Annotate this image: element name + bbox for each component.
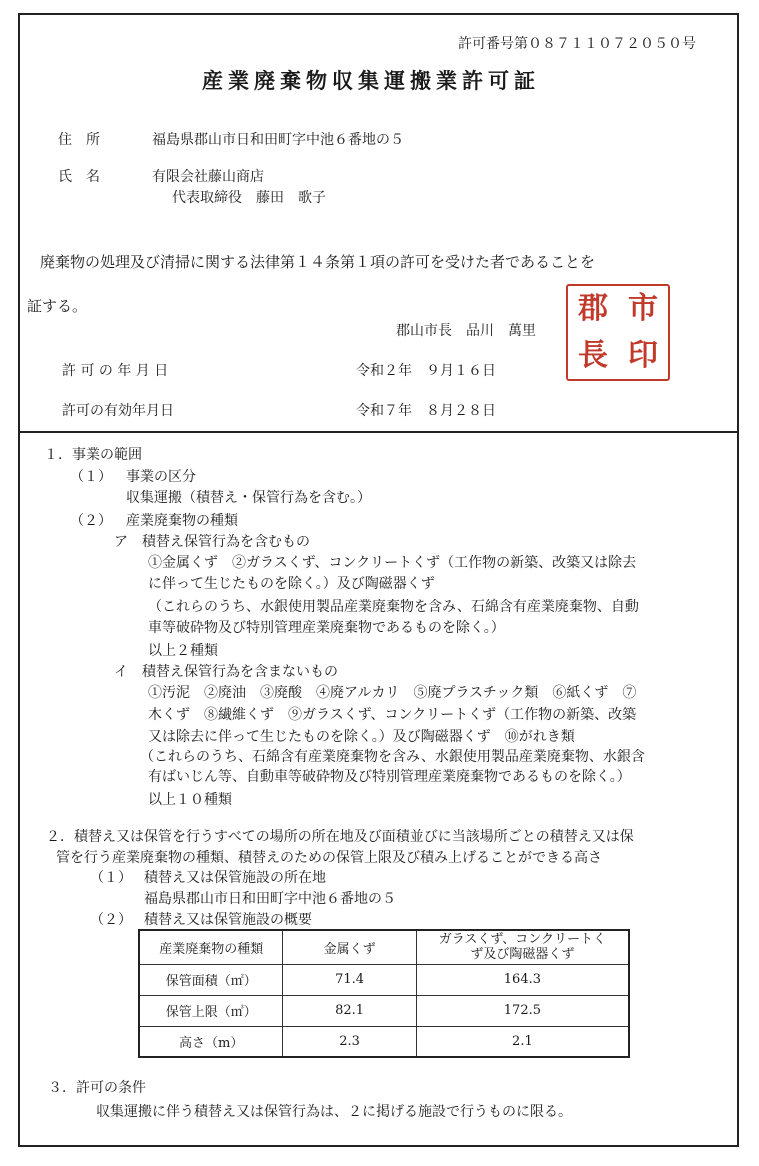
- cell-value: 172.5: [416, 995, 629, 1026]
- header-line: ず及び陶磁器くず: [470, 947, 575, 963]
- section-1-title: １．事業の範囲: [44, 447, 142, 463]
- company-name: 有限会社藤山商店: [152, 169, 264, 185]
- s2-2-title: 積替え又は保管施設の概要: [144, 912, 312, 928]
- facility-overview-table: [138, 929, 630, 1058]
- certification-line-1: 廃棄物の処理及び清掃に関する法律第１４条第１項の許可を受けた者であることを: [40, 253, 596, 271]
- valid-date-label: 許可の有効年月日: [62, 403, 174, 419]
- permit-number: 許可番号第０８７１１０７２０５０号: [458, 36, 696, 52]
- category-i-line: 木くず ⑧繊維くず ⑨ガラスくず、コンクリートくず（工作物の新築、改築: [148, 707, 637, 723]
- section-2-line-2: 管を行う産業廃棄物の種類、積替えのための保管上限及び積み上げることができる高さ: [56, 850, 602, 866]
- category-a-line: （これらのうち、水銀使用製品産業廃棄物を含み、石綿含有産業廃棄物、自動: [148, 599, 639, 615]
- s1-1-label: （１）: [70, 469, 112, 485]
- s2-1-title: 積替え又は保管施設の所在地: [144, 870, 326, 886]
- category-i-line: ①汚泥 ②廃油 ③廃酸 ④廃アルカリ ⑤廃プラスチック類 ⑥紙くず ⑦: [148, 685, 637, 701]
- header-line: ガラスくず、コンクリートく: [438, 932, 607, 948]
- table-header: [416, 930, 629, 964]
- category-a-title: ア 積替え保管行為を含むもの: [114, 534, 310, 550]
- section-3-text: 収集運搬に伴う積替え又は保管行為は、２に掲げる施設で行うものに限る。: [96, 1104, 572, 1120]
- category-a-line: に伴って生じたものを除く。）及び陶磁器くず: [148, 576, 435, 592]
- table-header: 金属くず: [283, 930, 416, 964]
- s2-2-label: （２）: [90, 912, 132, 928]
- address-value: 福島県郡山市日和田町字中池６番地の５: [152, 132, 404, 148]
- row-label: 高さ（m）: [139, 1026, 283, 1057]
- seal-char: 印: [628, 337, 658, 373]
- category-a-line: 車等破砕物及び特別管理産業廃棄物であるものを除く。）: [148, 620, 505, 636]
- cell-value: 82.1: [283, 995, 416, 1026]
- document-title: 産業廃棄物収集運搬業許可証: [202, 68, 540, 93]
- category-a-line: ①金属くず ②ガラスくず、コンクリートくず（工作物の新築、改築又は除去: [148, 555, 637, 571]
- official-seal: [566, 284, 670, 381]
- permit-date-value: 令和２年 ９月１６日: [356, 363, 496, 379]
- section-divider: [18, 431, 739, 433]
- category-a-total: 以上２種類: [148, 643, 218, 659]
- seal-char: 郡: [578, 291, 608, 327]
- seal-char: 市: [628, 291, 658, 327]
- category-i-title: イ 積替え保管行為を含まないもの: [114, 664, 338, 680]
- s2-1-value: 福島県郡山市日和田町字中池６番地の５: [144, 891, 396, 907]
- representative: 代表取締役 藤田 歌子: [172, 190, 326, 206]
- s1-1-title: 事業の区分: [126, 469, 196, 485]
- name-label: 氏 名: [58, 169, 100, 185]
- s2-1-label: （１）: [90, 870, 132, 886]
- s1-2-label: （２）: [70, 513, 112, 529]
- cell-value: 2.1: [416, 1026, 629, 1057]
- table-row: [139, 1026, 629, 1057]
- seal-char: 長: [578, 337, 608, 373]
- mayor-name: 郡山市長 品川 萬里: [396, 323, 536, 339]
- certification-line-2: 証する。: [27, 297, 88, 315]
- row-label: 保管上限（㎥）: [139, 995, 283, 1026]
- category-i-line: 有ばいじん等、自動車等破砕物及び特別管理産業廃棄物であるものを除く。）: [148, 769, 631, 785]
- address-label: 住 所: [58, 132, 100, 148]
- permit-date-label: 許 可 の 年 月 日: [62, 363, 169, 379]
- table-row: [139, 964, 629, 995]
- cell-value: 164.3: [416, 964, 629, 995]
- table-header-row: [139, 930, 629, 964]
- section-3-title: ３．許可の条件: [48, 1080, 146, 1096]
- row-label: 保管面積（㎡）: [139, 964, 283, 995]
- s1-1-value: 収集運搬（積替え・保管行為を含む。）: [126, 490, 371, 506]
- table-row: [139, 995, 629, 1026]
- valid-date-value: 令和７年 ８月２８日: [356, 403, 496, 419]
- category-i-total: 以上１０種類: [148, 792, 232, 808]
- table-header: 産業廃棄物の種類: [139, 930, 283, 964]
- cell-value: 2.3: [283, 1026, 416, 1057]
- cell-value: 71.4: [283, 964, 416, 995]
- s1-2-title: 産業廃棄物の種類: [126, 513, 238, 529]
- category-i-line: （これらのうち、石綿含有産業廃棄物を含み、水銀使用製品産業廃棄物、水銀含: [140, 749, 645, 765]
- category-i-line: 又は除去に伴って生じたものを除く。）及び陶磁器くず ⑩がれき類: [148, 729, 575, 745]
- section-2-line-1: ２．積替え又は保管を行うすべての場所の所在地及び面積並びに当該場所ごとの積替え又は保: [46, 829, 634, 845]
